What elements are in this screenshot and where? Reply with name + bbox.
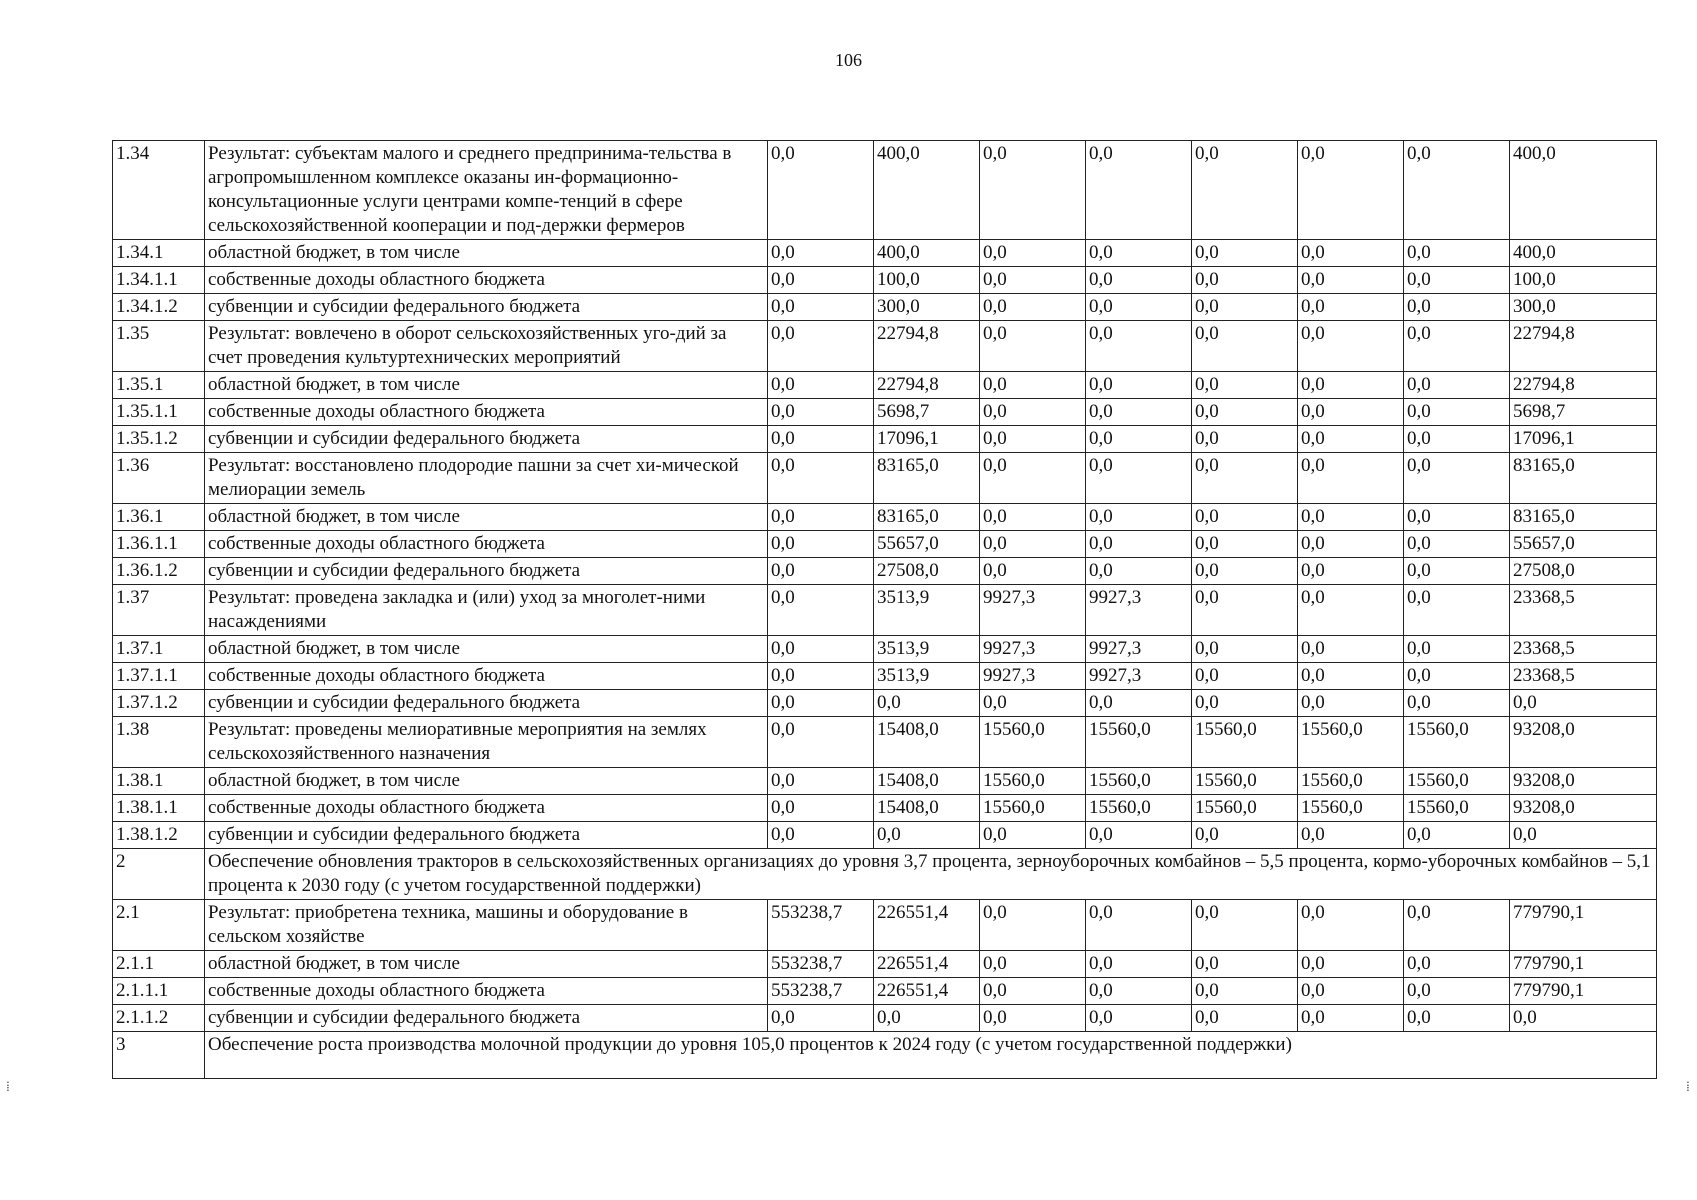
row-year-value: 0,0 [980, 504, 1086, 531]
row-year-value: 15408,0 [874, 768, 980, 795]
row-year-value: 0,0 [1298, 504, 1404, 531]
row-year-value: 0,0 [1192, 1005, 1298, 1032]
table-row [113, 372, 1657, 399]
row-code: 1.37.1 [113, 636, 205, 663]
row-year-value: 0,0 [1192, 426, 1298, 453]
row-year-value: 0,0 [768, 636, 874, 663]
row-year-value: 3513,9 [874, 585, 980, 636]
row-year-value: 553238,7 [768, 951, 874, 978]
table-row [113, 426, 1657, 453]
row-year-value: 55657,0 [874, 531, 980, 558]
row-year-value: 0,0 [1192, 978, 1298, 1005]
row-code: 1.34 [113, 141, 205, 240]
row-code: 1.34.1 [113, 240, 205, 267]
row-year-value: 0,0 [980, 240, 1086, 267]
table-row [113, 585, 1657, 636]
row-year-value: 0,0 [1404, 585, 1510, 636]
row-year-value: 400,0 [874, 141, 980, 240]
row-description: собственные доходы областного бюджета [205, 531, 768, 558]
row-year-value: 553238,7 [768, 978, 874, 1005]
row-year-value: 15408,0 [874, 795, 980, 822]
table-row [113, 768, 1657, 795]
row-description: собственные доходы областного бюджета [205, 795, 768, 822]
row-year-value: 0,0 [1086, 141, 1192, 240]
row-year-value: 5698,7 [874, 399, 980, 426]
table-row [113, 900, 1657, 951]
row-year-value: 0,0 [768, 453, 874, 504]
row-year-value: 0,0 [1404, 321, 1510, 372]
row-year-value: 0,0 [1298, 900, 1404, 951]
row-year-value: 15560,0 [1404, 795, 1510, 822]
row-total-value: 93208,0 [1510, 768, 1657, 795]
row-code: 1.38.1 [113, 768, 205, 795]
row-code: 1.35.1.2 [113, 426, 205, 453]
row-description: собственные доходы областного бюджета [205, 399, 768, 426]
row-year-value: 9927,3 [1086, 663, 1192, 690]
row-year-value: 15560,0 [1404, 768, 1510, 795]
row-total-value: 17096,1 [1510, 426, 1657, 453]
row-year-value: 0,0 [874, 690, 980, 717]
page-number: 106 [835, 50, 862, 70]
row-total-value: 22794,8 [1510, 321, 1657, 372]
row-year-value: 0,0 [768, 585, 874, 636]
row-year-value: 0,0 [980, 822, 1086, 849]
row-year-value: 226551,4 [874, 900, 980, 951]
row-description: Результат: вовлечено в оборот сельскохозяйственных уго-дий за счет проведения культуртехнических мероприятий [205, 321, 768, 372]
row-total-value: 23368,5 [1510, 663, 1657, 690]
row-year-value: 0,0 [1298, 822, 1404, 849]
row-year-value: 0,0 [980, 267, 1086, 294]
row-year-value: 0,0 [1404, 399, 1510, 426]
row-description: областной бюджет, в том числе [205, 504, 768, 531]
row-year-value: 553238,7 [768, 900, 874, 951]
row-year-value: 0,0 [768, 267, 874, 294]
row-code: 1.38 [113, 717, 205, 768]
row-year-value: 15560,0 [980, 768, 1086, 795]
row-year-value: 0,0 [1298, 294, 1404, 321]
row-code: 2.1 [113, 900, 205, 951]
row-year-value: 0,0 [1086, 690, 1192, 717]
row-year-value: 226551,4 [874, 951, 980, 978]
row-year-value: 400,0 [874, 240, 980, 267]
row-year-value: 0,0 [768, 1005, 874, 1032]
row-year-value: 0,0 [980, 978, 1086, 1005]
row-year-value: 0,0 [1192, 636, 1298, 663]
row-year-value: 0,0 [768, 717, 874, 768]
row-year-value: 0,0 [1404, 558, 1510, 585]
row-year-value: 0,0 [1298, 141, 1404, 240]
row-year-value: 0,0 [980, 951, 1086, 978]
row-year-value: 15408,0 [874, 717, 980, 768]
row-year-value: 0,0 [1192, 372, 1298, 399]
row-code: 1.36.1.1 [113, 531, 205, 558]
row-description: областной бюджет, в том числе [205, 372, 768, 399]
row-year-value: 0,0 [1086, 978, 1192, 1005]
row-description: Результат: проведены мелиоративные мероприятия на землях сельскохозяйственного назначения [205, 717, 768, 768]
row-description: Результат: приобретена техника, машины и оборудование в сельском хозяйстве [205, 900, 768, 951]
row-description: собственные доходы областного бюджета [205, 663, 768, 690]
row-year-value: 0,0 [1192, 504, 1298, 531]
row-description: субвенции и субсидии федерального бюджета [205, 558, 768, 585]
row-year-value: 0,0 [874, 1005, 980, 1032]
row-year-value: 83165,0 [874, 504, 980, 531]
row-year-value: 0,0 [980, 399, 1086, 426]
row-code: 2.1.1.2 [113, 1005, 205, 1032]
row-year-value: 0,0 [1404, 663, 1510, 690]
row-code: 1.37.1.2 [113, 690, 205, 717]
row-year-value: 0,0 [1086, 321, 1192, 372]
row-code: 1.37.1.1 [113, 663, 205, 690]
table-row [113, 636, 1657, 663]
row-year-value: 0,0 [1298, 426, 1404, 453]
row-year-value: 0,0 [1298, 321, 1404, 372]
row-year-value: 0,0 [1298, 453, 1404, 504]
row-year-value: 0,0 [1404, 504, 1510, 531]
row-total-value: 0,0 [1510, 822, 1657, 849]
row-code: 1.35.1 [113, 372, 205, 399]
row-year-value: 0,0 [768, 822, 874, 849]
table-row [113, 1005, 1657, 1032]
row-year-value: 0,0 [1086, 426, 1192, 453]
row-code: 1.36.1.2 [113, 558, 205, 585]
row-year-value: 0,0 [1404, 240, 1510, 267]
row-year-value: 3513,9 [874, 636, 980, 663]
row-total-value: 93208,0 [1510, 795, 1657, 822]
row-year-value: 15560,0 [980, 795, 1086, 822]
row-description: субвенции и субсидии федерального бюджета [205, 822, 768, 849]
row-code: 1.38.1.1 [113, 795, 205, 822]
row-year-value: 15560,0 [1298, 795, 1404, 822]
row-description: областной бюджет, в том числе [205, 240, 768, 267]
row-year-value: 0,0 [1404, 294, 1510, 321]
row-year-value: 0,0 [1192, 531, 1298, 558]
row-year-value: 9927,3 [980, 585, 1086, 636]
row-year-value: 0,0 [1192, 141, 1298, 240]
row-year-value: 0,0 [768, 141, 874, 240]
table-row [113, 951, 1657, 978]
row-year-value: 0,0 [1404, 453, 1510, 504]
row-code: 1.36 [113, 453, 205, 504]
table-row [113, 717, 1657, 768]
table-row [113, 141, 1657, 240]
row-year-value: 0,0 [980, 690, 1086, 717]
row-year-value: 0,0 [1086, 267, 1192, 294]
row-total-value: 93208,0 [1510, 717, 1657, 768]
row-year-value: 0,0 [1192, 321, 1298, 372]
row-year-value: 9927,3 [980, 636, 1086, 663]
row-year-value: 0,0 [1298, 531, 1404, 558]
row-year-value: 0,0 [768, 795, 874, 822]
row-section-title: Обеспечение роста производства молочной продукции до уровня 105,0 процентов к 2024 году (с учетом государственной поддержки) [205, 1032, 1657, 1079]
row-description: областной бюджет, в том числе [205, 636, 768, 663]
row-year-value: 22794,8 [874, 372, 980, 399]
table-row [113, 240, 1657, 267]
row-year-value: 0,0 [1298, 267, 1404, 294]
row-year-value: 0,0 [980, 426, 1086, 453]
row-year-value: 0,0 [1086, 240, 1192, 267]
table-row [113, 531, 1657, 558]
row-year-value: 9927,3 [1086, 585, 1192, 636]
row-description: областной бюджет, в том числе [205, 768, 768, 795]
row-description: собственные доходы областного бюджета [205, 267, 768, 294]
row-year-value: 0,0 [1404, 900, 1510, 951]
row-year-value: 0,0 [768, 294, 874, 321]
row-year-value: 15560,0 [1192, 768, 1298, 795]
table-row [113, 978, 1657, 1005]
budget-table [112, 140, 1657, 1079]
row-description: Результат: проведена закладка и (или) уход за многолет-ними насаждениями [205, 585, 768, 636]
row-year-value: 0,0 [1086, 504, 1192, 531]
row-code: 1.37 [113, 585, 205, 636]
row-year-value: 0,0 [1086, 1005, 1192, 1032]
row-year-value: 0,0 [1086, 951, 1192, 978]
row-total-value: 100,0 [1510, 267, 1657, 294]
row-year-value: 0,0 [1192, 399, 1298, 426]
row-year-value: 0,0 [1086, 558, 1192, 585]
row-year-value: 0,0 [980, 372, 1086, 399]
row-year-value: 0,0 [1192, 900, 1298, 951]
row-year-value: 0,0 [768, 558, 874, 585]
row-year-value: 0,0 [1298, 978, 1404, 1005]
row-year-value: 0,0 [1298, 663, 1404, 690]
row-year-value: 0,0 [768, 504, 874, 531]
row-year-value: 0,0 [1404, 978, 1510, 1005]
row-year-value: 0,0 [1404, 1005, 1510, 1032]
row-description: областной бюджет, в том числе [205, 951, 768, 978]
row-total-value: 55657,0 [1510, 531, 1657, 558]
row-code: 2.1.1.1 [113, 978, 205, 1005]
row-code: 1.34.1.2 [113, 294, 205, 321]
row-total-value: 27508,0 [1510, 558, 1657, 585]
row-year-value: 0,0 [1298, 636, 1404, 663]
table-row [113, 267, 1657, 294]
row-code: 2.1.1 [113, 951, 205, 978]
row-year-value: 0,0 [768, 240, 874, 267]
row-year-value: 0,0 [980, 321, 1086, 372]
row-year-value: 0,0 [1192, 558, 1298, 585]
row-year-value: 0,0 [1404, 822, 1510, 849]
row-year-value: 0,0 [768, 768, 874, 795]
row-total-value: 779790,1 [1510, 900, 1657, 951]
row-code: 1.38.1.2 [113, 822, 205, 849]
row-year-value: 0,0 [768, 663, 874, 690]
table-body [113, 141, 1657, 1079]
row-total-value: 5698,7 [1510, 399, 1657, 426]
row-year-value: 0,0 [1404, 267, 1510, 294]
row-year-value: 15560,0 [1192, 717, 1298, 768]
table-row [113, 1032, 1657, 1079]
row-year-value: 0,0 [1298, 585, 1404, 636]
row-code: 1.35.1.1 [113, 399, 205, 426]
row-total-value: 779790,1 [1510, 978, 1657, 1005]
row-year-value: 9927,3 [1086, 636, 1192, 663]
row-year-value: 15560,0 [1298, 717, 1404, 768]
row-description: субвенции и субсидии федерального бюджета [205, 690, 768, 717]
row-description: Результат: субъектам малого и среднего предпринима-тельства в агропромышленном комплексе оказаны ин-формационно-консультационные услуги центрами компе-тенций в сфере сельскохозяйственной кооперации и под-держки фермеров [205, 141, 768, 240]
row-description: субвенции и субсидии федерального бюджета [205, 1005, 768, 1032]
row-year-value: 0,0 [980, 294, 1086, 321]
row-total-value: 83165,0 [1510, 453, 1657, 504]
row-year-value: 0,0 [1298, 372, 1404, 399]
row-year-value: 0,0 [874, 822, 980, 849]
row-year-value: 0,0 [980, 453, 1086, 504]
row-total-value: 400,0 [1510, 141, 1657, 240]
row-year-value: 0,0 [1192, 240, 1298, 267]
row-year-value: 0,0 [1298, 1005, 1404, 1032]
table-row [113, 849, 1657, 900]
row-year-value: 0,0 [1086, 294, 1192, 321]
row-year-value: 0,0 [1192, 585, 1298, 636]
row-total-value: 0,0 [1510, 1005, 1657, 1032]
row-code: 1.35 [113, 321, 205, 372]
row-year-value: 9927,3 [980, 663, 1086, 690]
table-row [113, 822, 1657, 849]
row-year-value: 27508,0 [874, 558, 980, 585]
table-row [113, 294, 1657, 321]
row-code: 1.34.1.1 [113, 267, 205, 294]
table-row [113, 453, 1657, 504]
row-year-value: 0,0 [768, 426, 874, 453]
row-year-value: 0,0 [1086, 822, 1192, 849]
table-row [113, 690, 1657, 717]
row-year-value: 0,0 [1192, 267, 1298, 294]
row-year-value: 226551,4 [874, 978, 980, 1005]
row-year-value: 0,0 [768, 531, 874, 558]
row-year-value: 0,0 [1086, 531, 1192, 558]
row-year-value: 0,0 [1298, 240, 1404, 267]
table-row [113, 399, 1657, 426]
row-year-value: 100,0 [874, 267, 980, 294]
row-year-value: 0,0 [1404, 372, 1510, 399]
row-year-value: 0,0 [1404, 636, 1510, 663]
table-row [113, 795, 1657, 822]
row-year-value: 0,0 [1404, 531, 1510, 558]
row-year-value: 0,0 [980, 1005, 1086, 1032]
row-year-value: 0,0 [1404, 141, 1510, 240]
row-code: 1.36.1 [113, 504, 205, 531]
table-row [113, 558, 1657, 585]
row-year-value: 0,0 [1086, 399, 1192, 426]
row-total-value: 22794,8 [1510, 372, 1657, 399]
row-year-value: 3513,9 [874, 663, 980, 690]
row-year-value: 0,0 [1298, 399, 1404, 426]
row-year-value: 0,0 [1192, 951, 1298, 978]
row-total-value: 23368,5 [1510, 585, 1657, 636]
table-row [113, 504, 1657, 531]
row-year-value: 300,0 [874, 294, 980, 321]
row-code: 3 [113, 1032, 205, 1079]
row-year-value: 0,0 [980, 141, 1086, 240]
row-year-value: 15560,0 [1086, 795, 1192, 822]
row-year-value: 0,0 [1192, 690, 1298, 717]
row-description: субвенции и субсидии федерального бюджета [205, 294, 768, 321]
row-year-value: 15560,0 [1086, 768, 1192, 795]
table-row [113, 663, 1657, 690]
row-year-value: 0,0 [1192, 294, 1298, 321]
row-description: Результат: восстановлено плодородие пашни за счет хи-мической мелиорации земель [205, 453, 768, 504]
row-year-value: 15560,0 [1404, 717, 1510, 768]
row-total-value: 300,0 [1510, 294, 1657, 321]
row-year-value: 17096,1 [874, 426, 980, 453]
row-total-value: 779790,1 [1510, 951, 1657, 978]
row-year-value: 0,0 [1086, 453, 1192, 504]
row-year-value: 0,0 [768, 399, 874, 426]
row-year-value: 0,0 [980, 558, 1086, 585]
row-year-value: 15560,0 [1192, 795, 1298, 822]
row-year-value: 0,0 [980, 531, 1086, 558]
row-year-value: 0,0 [980, 900, 1086, 951]
row-year-value: 0,0 [1404, 690, 1510, 717]
row-year-value: 0,0 [1298, 558, 1404, 585]
row-year-value: 0,0 [1086, 900, 1192, 951]
row-description: субвенции и субсидии федерального бюджета [205, 426, 768, 453]
row-year-value: 0,0 [1298, 690, 1404, 717]
row-description: собственные доходы областного бюджета [205, 978, 768, 1005]
row-section-title: Обеспечение обновления тракторов в сельскохозяйственных организациях до уровня 3,7 процента, зерноуборочных комбайнов – 5,5 процента, кормо-уборочных комбайнов – 5,1 процента к 2030 году (с учетом государственной поддержки) [205, 849, 1657, 900]
row-total-value: 0,0 [1510, 690, 1657, 717]
table-row [113, 321, 1657, 372]
row-year-value: 15560,0 [1298, 768, 1404, 795]
row-year-value: 0,0 [768, 372, 874, 399]
row-year-value: 15560,0 [980, 717, 1086, 768]
row-year-value: 0,0 [1298, 951, 1404, 978]
row-year-value: 22794,8 [874, 321, 980, 372]
row-code: 2 [113, 849, 205, 900]
row-year-value: 0,0 [1192, 663, 1298, 690]
row-year-value: 0,0 [1192, 822, 1298, 849]
row-year-value: 15560,0 [1086, 717, 1192, 768]
row-total-value: 83165,0 [1510, 504, 1657, 531]
row-year-value: 83165,0 [874, 453, 980, 504]
row-total-value: 400,0 [1510, 240, 1657, 267]
right-margin-mark: ⁞ [1686, 1080, 1690, 1095]
row-year-value: 0,0 [1192, 453, 1298, 504]
row-year-value: 0,0 [768, 690, 874, 717]
row-total-value: 23368,5 [1510, 636, 1657, 663]
row-year-value: 0,0 [768, 321, 874, 372]
row-year-value: 0,0 [1404, 951, 1510, 978]
row-year-value: 0,0 [1086, 372, 1192, 399]
row-year-value: 0,0 [1404, 426, 1510, 453]
left-margin-mark: ⁞ [6, 1080, 10, 1095]
